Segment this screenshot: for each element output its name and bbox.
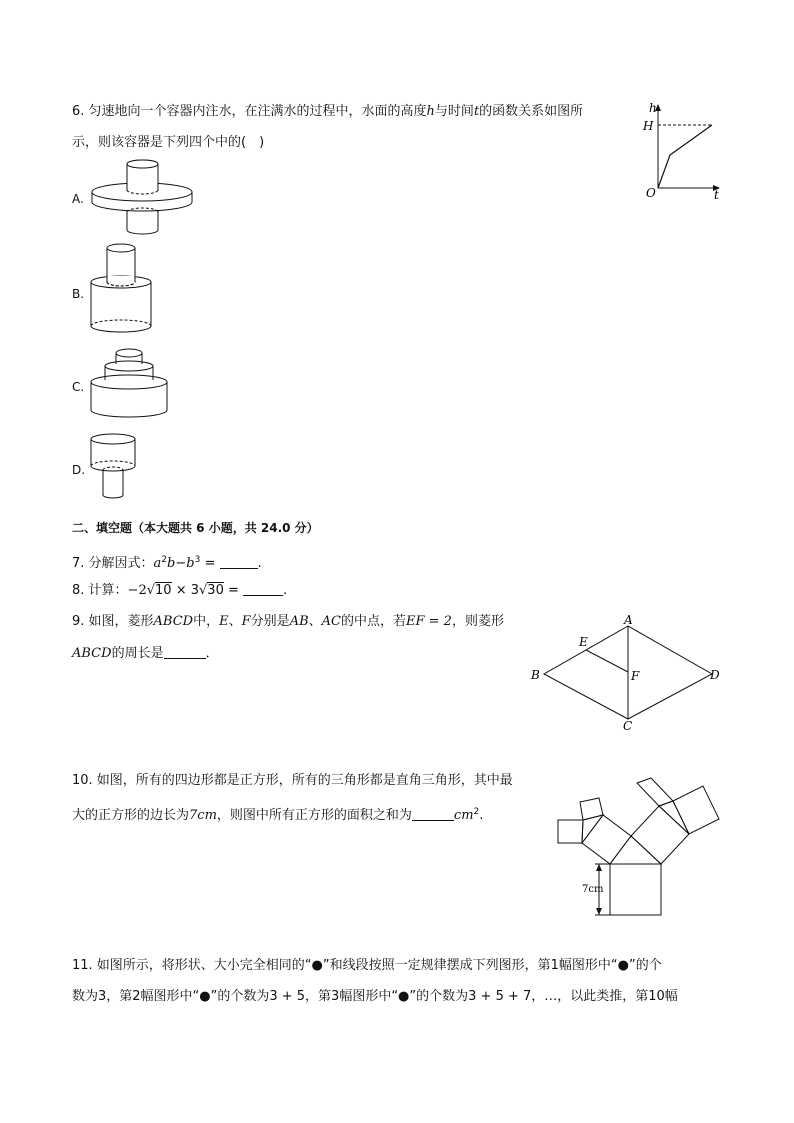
vertex-b-label: B xyxy=(531,668,540,682)
container-d-figure xyxy=(90,432,140,502)
option-b-label: B. xyxy=(72,287,85,301)
q6-line2: 示，则该容器是下列四个中的( ) xyxy=(72,135,265,150)
pythagoras-tree-figure xyxy=(555,770,730,920)
container-c-figure xyxy=(90,346,172,422)
point-f-label: F xyxy=(631,669,640,683)
q9-answer-blank[interactable] xyxy=(164,646,206,659)
q10-line1: 10. 如图，所有的四边形都是正方形，所有的三角形都是直角三角形，其中最 xyxy=(72,773,513,788)
q11-line1: 11. 如图所示，将形状、大小完全相同的“●”和线段按照一定规律摆成下列图形，第1幅图形中“●”的个 xyxy=(72,958,662,973)
vertex-d-label: D xyxy=(710,668,720,682)
q9-line1: 9. 如图，菱形ABCD中，E、F分别是AB、AC的中点，若EF = 2，则菱形 xyxy=(72,614,504,629)
container-a-figure xyxy=(90,158,195,238)
sqrt-sign: √ xyxy=(146,583,156,598)
q8-answer-blank[interactable] xyxy=(243,583,283,596)
q10-line2: 大的正方形的边长为7cm，则图中所有正方形的面积之和为 $cm^2$. xyxy=(72,807,484,823)
q7-answer-blank[interactable] xyxy=(220,556,258,569)
option-c-label: C. xyxy=(72,380,85,394)
q7-line: 7. 分解因式：$a^2b-b^3$ = . xyxy=(72,555,262,571)
point-e-label: E xyxy=(579,635,588,649)
rhombus-figure xyxy=(530,612,730,737)
q6-line1: 6. 匀速地向一个容器内注水，在注满水的过程中，水面的高度h与时间t的函数关系如图所 xyxy=(72,104,584,119)
graph-h-label: h xyxy=(649,101,657,115)
q9-line2: ABCD的周长是 ． xyxy=(72,646,219,661)
vertex-c-label: C xyxy=(623,719,633,733)
graph-H-label: H xyxy=(643,119,654,133)
section-title: 二、填空题（本大题共 6 小题，共 24.0 分） xyxy=(72,521,319,535)
dimension-label: 7cm xyxy=(582,884,604,895)
water-height-graph xyxy=(640,100,730,200)
option-a-label: A. xyxy=(72,192,84,206)
vertex-a-label: A xyxy=(624,613,633,627)
q10-answer-blank[interactable] xyxy=(412,808,454,821)
graph-t-label: t xyxy=(714,188,719,202)
graph-origin-label: O xyxy=(646,186,656,200)
q11-line2: 数为3，第2幅图形中“●”的个数为3 + 5，第3幅图形中“●”的个数为3 + 5 + 7，…，以此类推，第10幅 xyxy=(72,989,678,1004)
container-b-figure xyxy=(90,242,160,342)
q8-line: 8. 计算：−2√10 × 3√30 = . xyxy=(72,583,288,598)
sqrt-sign-2: √ xyxy=(199,583,208,598)
option-d-label: D. xyxy=(72,463,86,477)
